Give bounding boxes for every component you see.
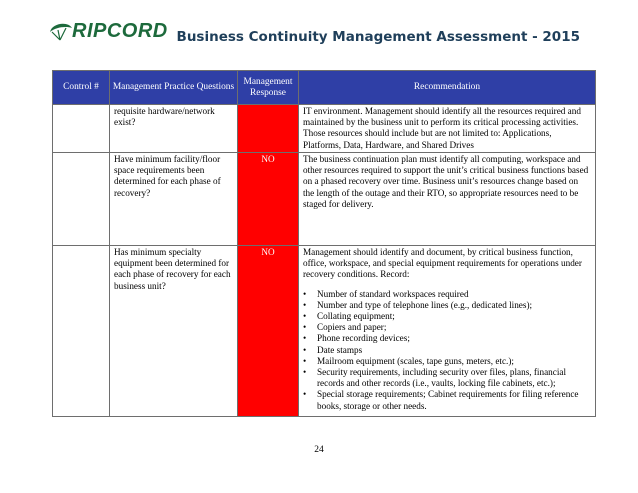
list-item: • Special storage requirements; Cabinet requirements for filing reference books, storage or other needs. — [317, 389, 591, 411]
header-response: Management Response — [238, 71, 299, 105]
table-header-row — [53, 71, 596, 105]
response-cell — [238, 105, 299, 153]
list-item: • Security requirements, including security over files, plans, financial records and other records (i.e., vaults, locking file cabinets, etc.); — [317, 367, 591, 389]
list-item: • Number of standard workspaces required — [317, 289, 591, 300]
header-recommendation: Recommendation — [299, 71, 596, 105]
document-title: Business Continuity Management Assessment - 2015 — [176, 29, 580, 45]
control-cell — [53, 105, 110, 153]
question-cell: Have minimum facility/floor space requirements been determined for each phase of recovery? — [110, 153, 238, 246]
recommendation-intro: Management should identify and document, by critical business function, office, workspace, and special equipment requirements for operations under recovery conditions. Record: — [303, 247, 582, 280]
list-item: • Mailroom equipment (scales, tape guns, meters, etc.); — [317, 356, 591, 367]
equipment-list — [303, 289, 591, 412]
response-text: NO — [261, 154, 275, 164]
response-text: NO — [261, 247, 275, 257]
control-cell — [53, 246, 110, 417]
question-cell: Has minimum specialty equipment been determined for each phase of recovery for each business unit? — [110, 246, 238, 417]
table-row — [53, 105, 596, 153]
table-row — [53, 153, 596, 246]
response-cell — [238, 153, 299, 246]
list-item: • Phone recording devices; — [317, 333, 591, 344]
recommendation-cell: IT environment. Management should identify all the resources required and maintained by the business unit to perform its critical processing activities. Those resources should include but are not limited to: Applications, Platforms, Data, Hardware, and Shared Drives — [299, 105, 596, 153]
parachute-icon — [48, 20, 74, 42]
assessment-table — [52, 70, 596, 417]
table-row — [53, 246, 596, 417]
control-cell — [53, 153, 110, 246]
recommendation-cell — [299, 246, 596, 417]
header-control: Control # — [53, 71, 110, 105]
question-cell: requisite hardware/network exist? — [110, 105, 238, 153]
logo-text: RIPCORD — [72, 19, 168, 42]
list-item: • Date stamps — [317, 345, 591, 356]
page-number: 24 — [314, 445, 324, 455]
list-item: • Copiers and paper; — [317, 322, 591, 333]
ripcord-logo — [48, 18, 168, 44]
response-cell — [238, 246, 299, 417]
list-item: • Collating equipment; — [317, 311, 591, 322]
header-question: Management Practice Questions — [110, 71, 238, 105]
list-item: • Number and type of telephone lines (e.g., dedicated lines); — [317, 300, 591, 311]
recommendation-cell: The business continuation plan must identify all computing, workspace and other resources required to support the unit’s critical business functions based on a phased recovery over time. Business unit’s resources change based on the length of the outage and their RTO, so appropriate resources need to be staged for delivery. — [299, 153, 596, 246]
